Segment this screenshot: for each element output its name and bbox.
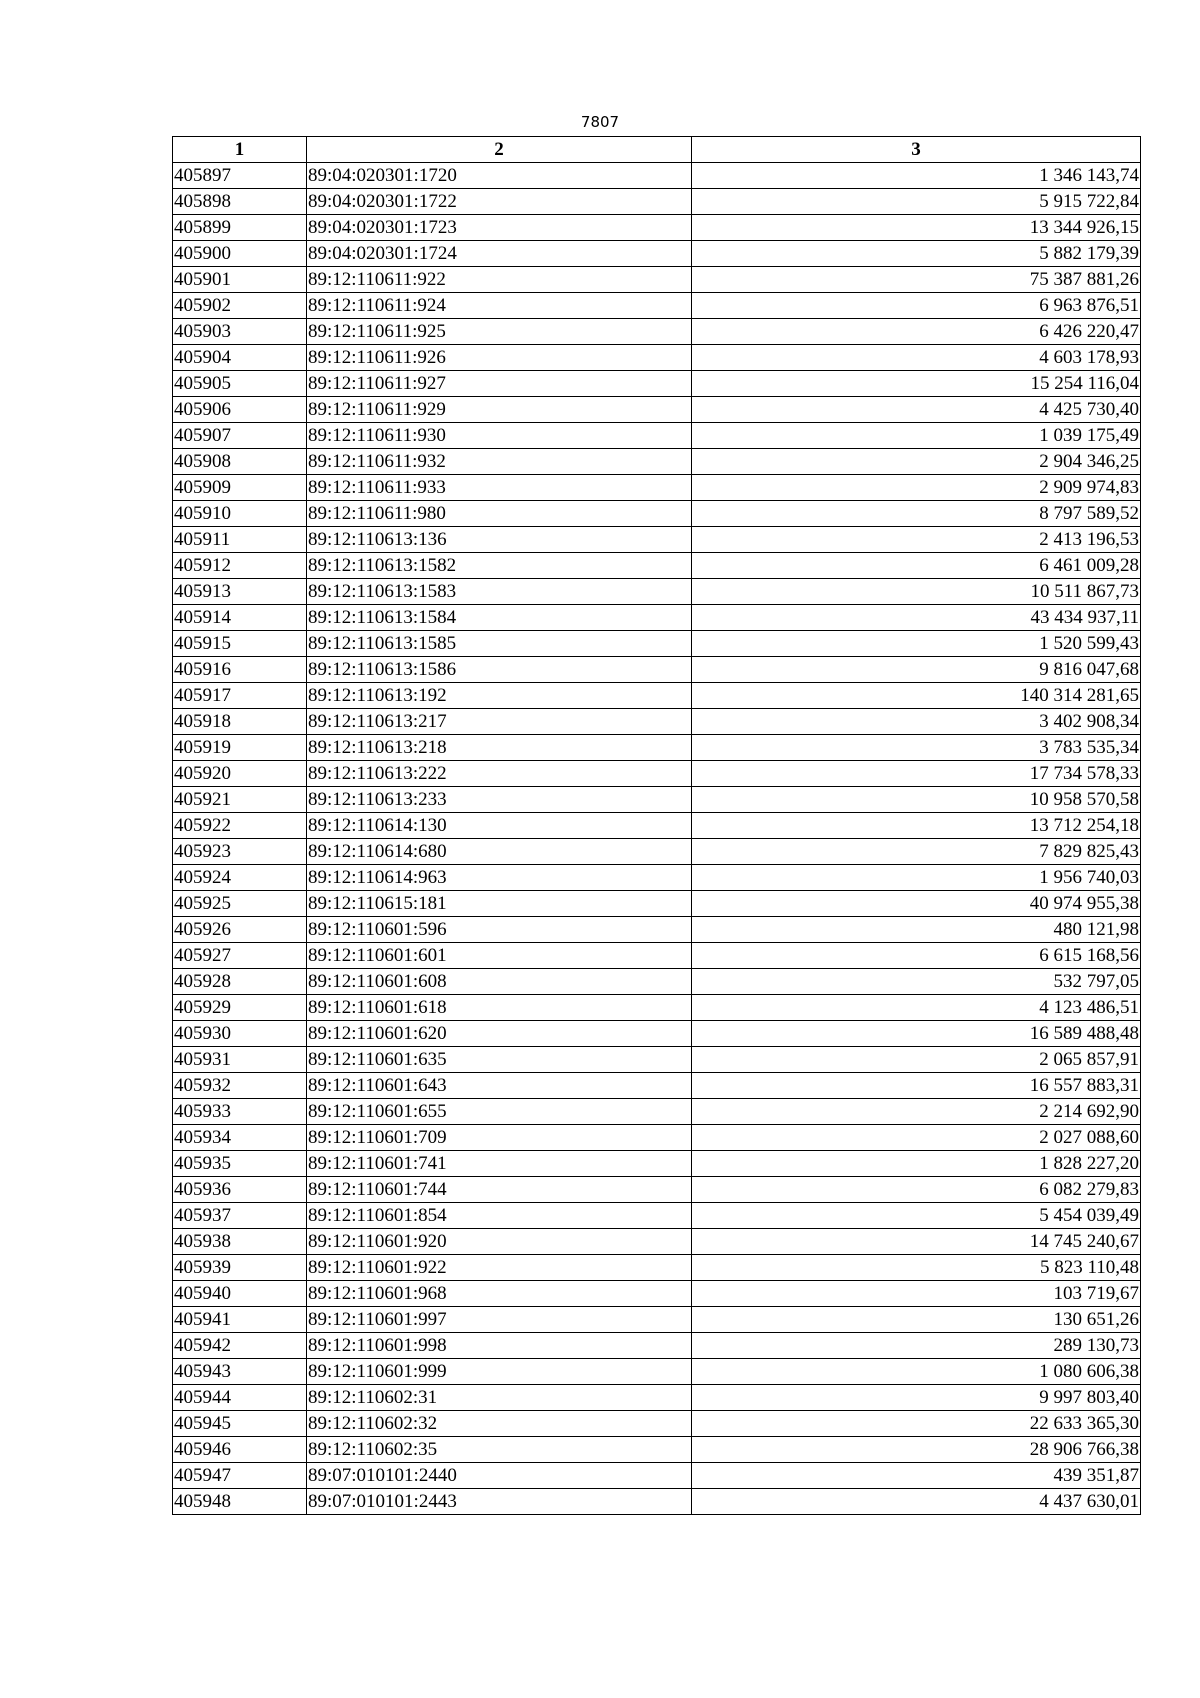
cadastral-number-cell: 89:12:110611:930 [307, 423, 692, 449]
value-cell: 3 402 908,34 [692, 709, 1141, 735]
table-row [173, 397, 1141, 423]
row-number-cell: 405944 [173, 1385, 307, 1411]
row-number-cell: 405906 [173, 397, 307, 423]
page-number: 7807 [580, 113, 620, 131]
table-row [173, 1333, 1141, 1359]
row-number-cell: 405939 [173, 1255, 307, 1281]
cadastral-number-cell: 89:12:110613:217 [307, 709, 692, 735]
row-number-cell: 405917 [173, 683, 307, 709]
row-number-cell: 405937 [173, 1203, 307, 1229]
cadastral-number-cell: 89:12:110601:620 [307, 1021, 692, 1047]
value-cell: 15 254 116,04 [692, 371, 1141, 397]
table-row [173, 1229, 1141, 1255]
row-number-cell: 405945 [173, 1411, 307, 1437]
cadastral-number-cell: 89:07:010101:2440 [307, 1463, 692, 1489]
cadastral-number-cell: 89:12:110602:32 [307, 1411, 692, 1437]
table-row [173, 1489, 1141, 1515]
table-row [173, 1411, 1141, 1437]
cadastral-number-cell: 89:12:110611:980 [307, 501, 692, 527]
row-number-cell: 405926 [173, 917, 307, 943]
value-cell: 1 039 175,49 [692, 423, 1141, 449]
table-row [173, 267, 1141, 293]
cadastral-number-cell: 89:12:110601:709 [307, 1125, 692, 1151]
row-number-cell: 405916 [173, 657, 307, 683]
value-cell: 6 615 168,56 [692, 943, 1141, 969]
value-cell: 4 437 630,01 [692, 1489, 1141, 1515]
table-row [173, 865, 1141, 891]
row-number-cell: 405922 [173, 813, 307, 839]
value-cell: 4 123 486,51 [692, 995, 1141, 1021]
table-row [173, 345, 1141, 371]
row-number-cell: 405898 [173, 189, 307, 215]
value-cell: 2 904 346,25 [692, 449, 1141, 475]
value-cell: 4 603 178,93 [692, 345, 1141, 371]
table-body [173, 163, 1141, 1515]
table-row [173, 189, 1141, 215]
cadastral-number-cell: 89:12:110611:926 [307, 345, 692, 371]
table-row [173, 631, 1141, 657]
value-cell: 1 956 740,03 [692, 865, 1141, 891]
cadastral-number-cell: 89:12:110611:927 [307, 371, 692, 397]
cadastral-number-cell: 89:12:110613:1583 [307, 579, 692, 605]
row-number-cell: 405907 [173, 423, 307, 449]
table-row [173, 761, 1141, 787]
row-number-cell: 405921 [173, 787, 307, 813]
table-row [173, 475, 1141, 501]
cadastral-number-cell: 89:12:110614:963 [307, 865, 692, 891]
value-cell: 5 823 110,48 [692, 1255, 1141, 1281]
table-row [173, 735, 1141, 761]
table-row [173, 1437, 1141, 1463]
row-number-cell: 405920 [173, 761, 307, 787]
row-number-cell: 405909 [173, 475, 307, 501]
cadastral-number-cell: 89:12:110601:998 [307, 1333, 692, 1359]
cadastral-number-cell: 89:12:110602:35 [307, 1437, 692, 1463]
table-row [173, 709, 1141, 735]
row-number-cell: 405938 [173, 1229, 307, 1255]
table-row [173, 423, 1141, 449]
table-row [173, 163, 1141, 189]
cadastral-number-cell: 89:12:110601:920 [307, 1229, 692, 1255]
cadastral-number-cell: 89:12:110601:596 [307, 917, 692, 943]
row-number-cell: 405923 [173, 839, 307, 865]
column-header-1: 1 [173, 137, 307, 163]
table-row [173, 1463, 1141, 1489]
row-number-cell: 405913 [173, 579, 307, 605]
row-number-cell: 405934 [173, 1125, 307, 1151]
table-row [173, 943, 1141, 969]
value-cell: 9 997 803,40 [692, 1385, 1141, 1411]
row-number-cell: 405915 [173, 631, 307, 657]
cadastral-number-cell: 89:12:110611:922 [307, 267, 692, 293]
table-row [173, 995, 1141, 1021]
table-row [173, 1125, 1141, 1151]
value-cell: 2 214 692,90 [692, 1099, 1141, 1125]
table-row [173, 1359, 1141, 1385]
table-row [173, 1099, 1141, 1125]
cadastral-number-cell: 89:12:110601:643 [307, 1073, 692, 1099]
table-row [173, 449, 1141, 475]
row-number-cell: 405935 [173, 1151, 307, 1177]
table-row [173, 657, 1141, 683]
value-cell: 2 065 857,91 [692, 1047, 1141, 1073]
table-row [173, 293, 1141, 319]
row-number-cell: 405919 [173, 735, 307, 761]
row-number-cell: 405929 [173, 995, 307, 1021]
row-number-cell: 405930 [173, 1021, 307, 1047]
table-row [173, 969, 1141, 995]
cadastral-number-cell: 89:12:110601:922 [307, 1255, 692, 1281]
value-cell: 16 557 883,31 [692, 1073, 1141, 1099]
table-row [173, 319, 1141, 345]
cadastral-number-cell: 89:12:110611:929 [307, 397, 692, 423]
table-row [173, 1073, 1141, 1099]
cadastral-number-cell: 89:12:110601:741 [307, 1151, 692, 1177]
table-row [173, 1203, 1141, 1229]
header-row [173, 137, 1141, 163]
value-cell: 2 909 974,83 [692, 475, 1141, 501]
table-row [173, 683, 1141, 709]
value-cell: 289 130,73 [692, 1333, 1141, 1359]
table-row [173, 1151, 1141, 1177]
cadastral-number-cell: 89:12:110613:218 [307, 735, 692, 761]
value-cell: 6 082 279,83 [692, 1177, 1141, 1203]
table-row [173, 371, 1141, 397]
cadastral-number-cell: 89:12:110611:925 [307, 319, 692, 345]
cadastral-number-cell: 89:12:110613:1586 [307, 657, 692, 683]
cadastral-number-cell: 89:12:110611:933 [307, 475, 692, 501]
row-number-cell: 405928 [173, 969, 307, 995]
row-number-cell: 405900 [173, 241, 307, 267]
table-row [173, 605, 1141, 631]
cadastral-number-cell: 89:12:110613:222 [307, 761, 692, 787]
row-number-cell: 405927 [173, 943, 307, 969]
row-number-cell: 405943 [173, 1359, 307, 1385]
row-number-cell: 405914 [173, 605, 307, 631]
cadastral-number-cell: 89:04:020301:1724 [307, 241, 692, 267]
row-number-cell: 405941 [173, 1307, 307, 1333]
table-row [173, 527, 1141, 553]
data-table [172, 136, 1141, 1515]
cadastral-number-cell: 89:12:110602:31 [307, 1385, 692, 1411]
value-cell: 5 882 179,39 [692, 241, 1141, 267]
table-row [173, 1021, 1141, 1047]
row-number-cell: 405899 [173, 215, 307, 241]
column-header-2: 2 [307, 137, 692, 163]
row-number-cell: 405905 [173, 371, 307, 397]
value-cell: 130 651,26 [692, 1307, 1141, 1333]
row-number-cell: 405901 [173, 267, 307, 293]
cadastral-number-cell: 89:04:020301:1723 [307, 215, 692, 241]
cadastral-number-cell: 89:12:110601:655 [307, 1099, 692, 1125]
table-row [173, 553, 1141, 579]
value-cell: 2 413 196,53 [692, 527, 1141, 553]
table-row [173, 1177, 1141, 1203]
cadastral-number-cell: 89:12:110601:601 [307, 943, 692, 969]
value-cell: 1 520 599,43 [692, 631, 1141, 657]
table-row [173, 579, 1141, 605]
value-cell: 13 344 926,15 [692, 215, 1141, 241]
cadastral-number-cell: 89:12:110601:618 [307, 995, 692, 1021]
value-cell: 532 797,05 [692, 969, 1141, 995]
value-cell: 28 906 766,38 [692, 1437, 1141, 1463]
value-cell: 14 745 240,67 [692, 1229, 1141, 1255]
cadastral-number-cell: 89:12:110601:999 [307, 1359, 692, 1385]
table-row [173, 917, 1141, 943]
value-cell: 6 963 876,51 [692, 293, 1141, 319]
value-cell: 5 915 722,84 [692, 189, 1141, 215]
row-number-cell: 405911 [173, 527, 307, 553]
value-cell: 1 080 606,38 [692, 1359, 1141, 1385]
row-number-cell: 405946 [173, 1437, 307, 1463]
table-row [173, 241, 1141, 267]
cadastral-number-cell: 89:12:110613:192 [307, 683, 692, 709]
value-cell: 4 425 730,40 [692, 397, 1141, 423]
row-number-cell: 405897 [173, 163, 307, 189]
table-row [173, 1385, 1141, 1411]
value-cell: 140 314 281,65 [692, 683, 1141, 709]
value-cell: 16 589 488,48 [692, 1021, 1141, 1047]
cadastral-number-cell: 89:12:110611:932 [307, 449, 692, 475]
row-number-cell: 405936 [173, 1177, 307, 1203]
row-number-cell: 405942 [173, 1333, 307, 1359]
cadastral-number-cell: 89:12:110601:997 [307, 1307, 692, 1333]
value-cell: 103 719,67 [692, 1281, 1141, 1307]
cadastral-number-cell: 89:12:110613:233 [307, 787, 692, 813]
cadastral-number-cell: 89:12:110614:680 [307, 839, 692, 865]
table-row [173, 1281, 1141, 1307]
value-cell: 2 027 088,60 [692, 1125, 1141, 1151]
row-number-cell: 405910 [173, 501, 307, 527]
cadastral-number-cell: 89:12:110613:136 [307, 527, 692, 553]
row-number-cell: 405904 [173, 345, 307, 371]
row-number-cell: 405925 [173, 891, 307, 917]
table-row [173, 839, 1141, 865]
cadastral-number-cell: 89:12:110601:744 [307, 1177, 692, 1203]
row-number-cell: 405948 [173, 1489, 307, 1515]
cadastral-number-cell: 89:12:110601:854 [307, 1203, 692, 1229]
value-cell: 8 797 589,52 [692, 501, 1141, 527]
value-cell: 40 974 955,38 [692, 891, 1141, 917]
cadastral-number-cell: 89:12:110601:968 [307, 1281, 692, 1307]
value-cell: 22 633 365,30 [692, 1411, 1141, 1437]
cadastral-number-cell: 89:12:110601:608 [307, 969, 692, 995]
cadastral-number-cell: 89:12:110615:181 [307, 891, 692, 917]
value-cell: 9 816 047,68 [692, 657, 1141, 683]
cadastral-number-cell: 89:04:020301:1722 [307, 189, 692, 215]
value-cell: 3 783 535,34 [692, 735, 1141, 761]
value-cell: 1 828 227,20 [692, 1151, 1141, 1177]
value-cell: 480 121,98 [692, 917, 1141, 943]
cadastral-number-cell: 89:12:110611:924 [307, 293, 692, 319]
cadastral-number-cell: 89:12:110613:1585 [307, 631, 692, 657]
row-number-cell: 405932 [173, 1073, 307, 1099]
table-row [173, 1307, 1141, 1333]
row-number-cell: 405918 [173, 709, 307, 735]
value-cell: 439 351,87 [692, 1463, 1141, 1489]
table-row [173, 891, 1141, 917]
row-number-cell: 405902 [173, 293, 307, 319]
value-cell: 75 387 881,26 [692, 267, 1141, 293]
cadastral-number-cell: 89:12:110613:1584 [307, 605, 692, 631]
row-number-cell: 405924 [173, 865, 307, 891]
cadastral-number-cell: 89:12:110614:130 [307, 813, 692, 839]
row-number-cell: 405903 [173, 319, 307, 345]
table-header [173, 137, 1141, 163]
value-cell: 17 734 578,33 [692, 761, 1141, 787]
cadastral-number-cell: 89:07:010101:2443 [307, 1489, 692, 1515]
value-cell: 10 511 867,73 [692, 579, 1141, 605]
row-number-cell: 405933 [173, 1099, 307, 1125]
row-number-cell: 405931 [173, 1047, 307, 1073]
table-row [173, 813, 1141, 839]
value-cell: 10 958 570,58 [692, 787, 1141, 813]
table-row [173, 215, 1141, 241]
cadastral-number-cell: 89:12:110601:635 [307, 1047, 692, 1073]
value-cell: 13 712 254,18 [692, 813, 1141, 839]
value-cell: 1 346 143,74 [692, 163, 1141, 189]
cadastral-number-cell: 89:12:110613:1582 [307, 553, 692, 579]
row-number-cell: 405912 [173, 553, 307, 579]
table-row [173, 1255, 1141, 1281]
value-cell: 5 454 039,49 [692, 1203, 1141, 1229]
row-number-cell: 405908 [173, 449, 307, 475]
column-header-3: 3 [692, 137, 1141, 163]
value-cell: 6 461 009,28 [692, 553, 1141, 579]
cadastral-number-cell: 89:04:020301:1720 [307, 163, 692, 189]
row-number-cell: 405940 [173, 1281, 307, 1307]
table-row [173, 501, 1141, 527]
row-number-cell: 405947 [173, 1463, 307, 1489]
table-row [173, 1047, 1141, 1073]
table-row [173, 787, 1141, 813]
value-cell: 43 434 937,11 [692, 605, 1141, 631]
value-cell: 7 829 825,43 [692, 839, 1141, 865]
value-cell: 6 426 220,47 [692, 319, 1141, 345]
